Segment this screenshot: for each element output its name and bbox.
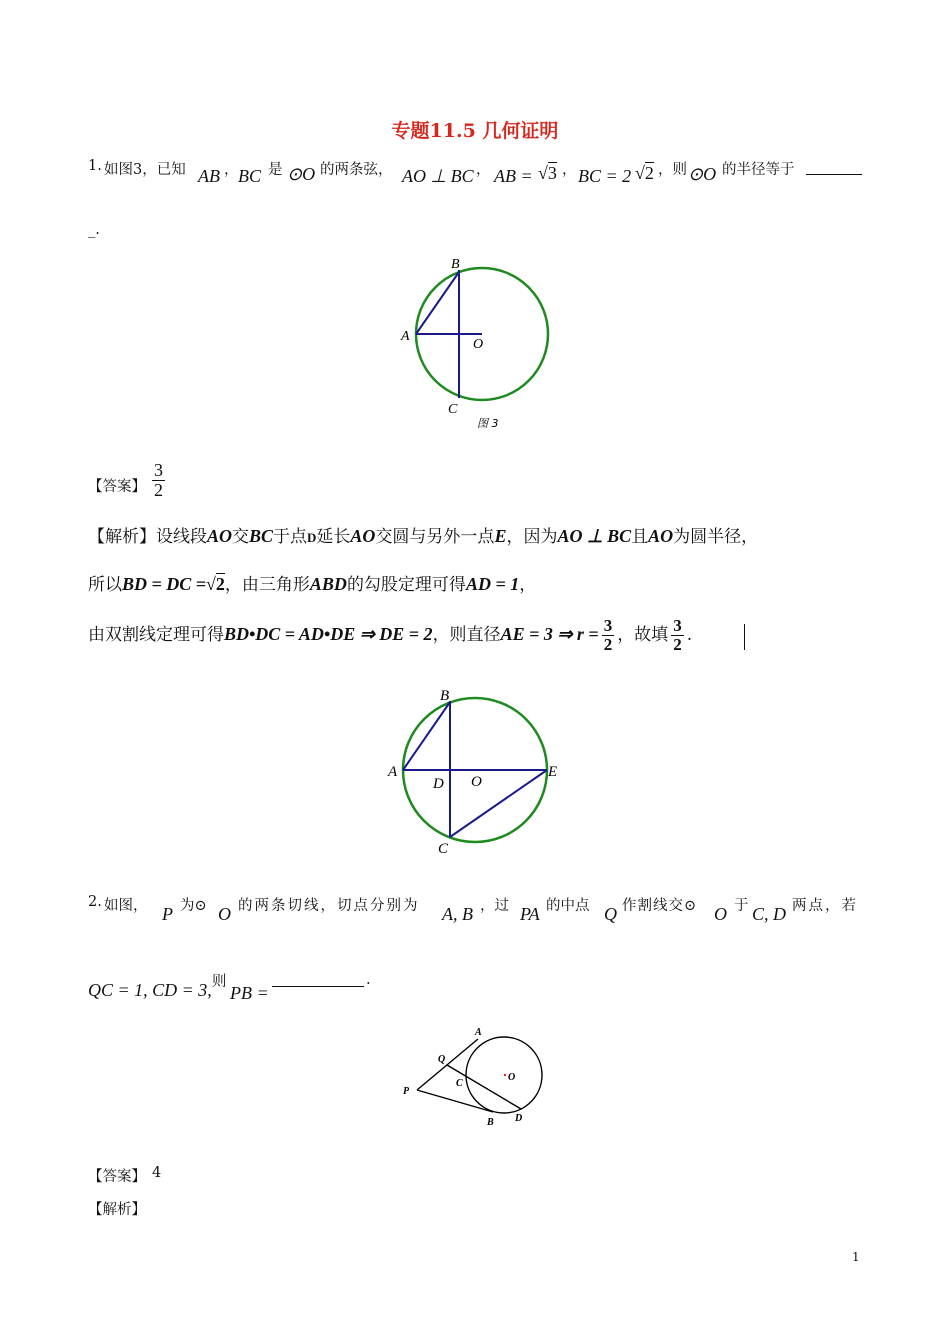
sol1-text: 延长 [316,527,351,547]
q2-text-9: 则 [212,974,227,990]
sol1-math: AO [648,526,674,546]
q1-math-bc: BC [238,166,262,186]
q2-math-o: O [218,904,231,924]
q1-sqrt-3: √3 [538,163,557,183]
q2-fig-center-dot [504,1074,506,1076]
sol1-text: 设线段 [156,527,207,547]
sol2-text: ，由三角形 [224,575,310,595]
q1-math-circle-2: ⊙O [688,164,717,184]
q2-math-p: P [162,904,173,924]
q2-text-8: 两点，若 [792,898,858,914]
q1-number: 1. [88,158,102,174]
q2-fig-label-b: B [487,1117,494,1128]
sol2-text: 的勾股定理可得 [346,575,466,595]
q1-math-ab-eq: AB = [494,166,533,186]
q1-fig-label-a: A [401,329,410,344]
q2-figure [395,1022,555,1134]
sol3-text: . [686,625,693,645]
text-cursor [744,624,745,650]
q1-answer-denominator: 2 [154,479,163,500]
q2-math-cd: C, D [752,904,787,924]
q1-solution-figure [380,685,570,860]
q1-sol-fig-label-d: D [433,776,444,792]
sol1-math: E [494,526,507,546]
q2-text-1: 如图， [104,898,148,914]
q1-sol-line-1 [88,522,758,547]
q2-text-4: ，过 [480,898,509,914]
sol1-text: 交圆与另外一点 [375,527,495,547]
q1-answer-label: 【答案】 [88,479,146,495]
q1-solution-label: 【解析】 [88,527,156,547]
sol2-math: AD = 1 [465,574,520,594]
sol1-math: BC [249,526,274,546]
sol2-sqrt: √2 [206,574,225,594]
q1-sqrt-3-radicand: 3 [547,163,557,183]
q1-sol-fig-label-c: C [438,841,449,857]
q2-answer-value: 4 [152,1165,162,1181]
q2-math-q: Q [604,904,617,924]
sol3-frac-den: 2 [673,635,682,654]
sol3-frac-den: 2 [603,635,613,654]
sol3-text: ，则直径 [432,625,501,645]
q1-sol-fig-label-b: B [440,688,450,704]
q2-math-given: QC = 1, CD = 3, [88,980,212,1000]
q1-math-perp: AO ⊥ BC [402,166,474,186]
q2-fig-label-c: C [456,1078,463,1089]
q2-answer-label: 【答案】 [88,1169,146,1185]
sol3-frac-num: 3 [673,616,682,636]
q1-math-ab: AB [198,166,220,186]
q2-text-2: 为⊙ [180,898,207,914]
sol3-text: 由双割线定理可得 [88,625,224,645]
q2-text-7: 于 [734,898,749,914]
q1-answer-blank[interactable] [806,158,862,175]
q1-text-3: 的两条弦， [320,162,393,178]
q1-sep-2: ， [476,162,491,178]
q1-math-circle: ⊙O [287,164,316,184]
q1-sol-fig-chord-ab [403,702,450,770]
q1-figure-3 [390,250,570,435]
sol2-math: ABD [309,574,347,594]
q2-math-pb: PB = [230,983,269,1003]
sol2-text: 所以 [88,575,122,595]
q1-sol-fig-chord-ce [450,770,547,837]
q1-sol-fig-label-e: E [548,764,558,780]
sol1-text: ，因为 [506,527,558,547]
q1-fig-caption: 图 3 [477,417,499,430]
sol3-frac-num: 3 [603,616,613,636]
q2-fig-label-q: Q [438,1054,446,1065]
q1-text-1: 如图3，已知 [104,162,186,178]
page-number: 1 [852,1250,860,1264]
sol3-fraction-r [602,617,615,654]
page-title: 专题11.5 几何证明 [391,120,559,142]
sol3-math: AE = 3 ⇒ r = [500,624,599,644]
q2-number: 2. [88,894,102,910]
q2-tail: . [366,972,371,988]
q2-fig-tangent-pb [417,1090,493,1112]
q1-fig-label-b: B [451,257,460,272]
sol1-text: 于点 [273,527,308,547]
q1-sol-fig-label-a: A [388,764,398,780]
q1-text-2: 是 [268,162,283,178]
sol1-text: 且 [631,527,649,547]
q2-math-pa: PA [520,904,540,924]
sol3-text: ，故填 [617,625,669,645]
q1-sqrt-2: √2 [635,163,654,183]
q1-fig-label-c: C [448,402,458,417]
sol1-text: 为圆半径， [673,527,759,547]
q2-math-o-2: O [714,904,727,924]
q1-fig-label-o: O [473,337,484,352]
sol1-math: D [307,530,317,545]
sol2-sqrt-radicand: 2 [215,574,225,594]
sol3-math: BD•DC = AD•DE ⇒ DE = 2 [224,624,433,644]
q1-sol-line-3 [88,612,692,657]
sol1-math: AO ⊥ BC [557,526,632,546]
sol3-fraction-answer [671,617,684,654]
sol2-text: ， [519,575,537,595]
q2-math-ab: A, B [442,904,473,924]
q2-fig-label-d: D [515,1113,523,1124]
sol1-text: 交 [232,527,250,547]
q2-solution-label: 【解析】 [88,1202,146,1218]
q1-sol-line-2 [88,570,536,595]
q1-math-bc-eq: BC = 2 [578,166,632,186]
q2-fig-label-a: A [475,1027,482,1038]
q1-text-5: 的半径等于 [722,162,795,178]
q1-sep-3: ， [562,162,577,178]
q1-text-4: ，则 [658,162,687,178]
q1-answer-numerator: 3 [154,460,163,480]
q1-sqrt-2-radicand: 2 [644,163,654,183]
q2-answer-blank[interactable] [272,970,364,987]
q2-text-6: 作割线交⊙ [622,898,698,914]
q1-answer-fraction [152,461,165,500]
q2-fig-label-o: O [508,1072,516,1083]
q1-sep-1: ， [224,162,239,178]
sol1-math: AO [350,526,376,546]
sol1-math: AO [207,526,233,546]
q2-text-3: 的两条切线，切点分别为 [238,898,420,914]
sol2-math: BD = DC = [122,574,207,594]
q1-sol-fig-label-o: O [471,774,482,790]
q2-fig-label-p: P [403,1086,410,1097]
q2-text-5: 的中点 [546,898,590,914]
q1-tail: _. [88,222,100,238]
